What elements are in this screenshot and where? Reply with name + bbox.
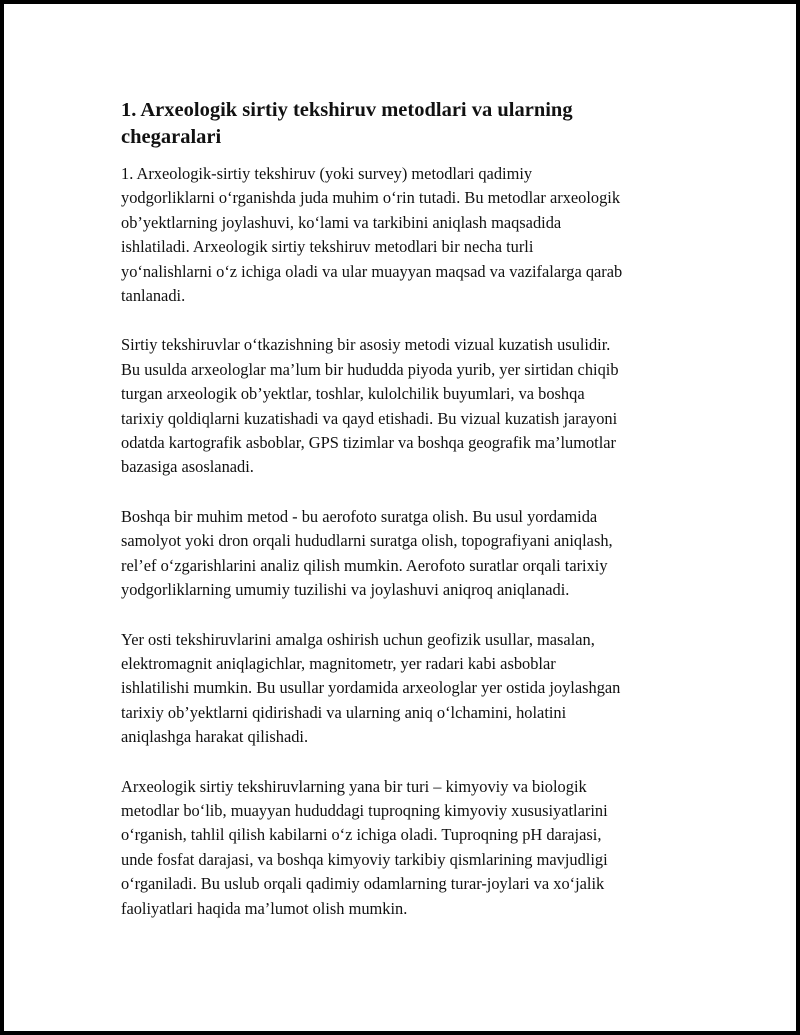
paragraph-line: bazasiga asoslanadi.	[121, 457, 254, 477]
paragraph-line: Yer osti tekshiruvlarini amalga oshirish uchun geofizik usullar, masalan,	[121, 629, 595, 649]
paragraph-line: tanlanadi.	[121, 286, 186, 306]
paragraph-line: o‘rganiladi. Bu uslub orqali qadimiy odamlarning turar-joylari va xo‘jalik	[121, 874, 605, 894]
paragraph-line: yodgorliklarning umumiy tuzilishi va joylashuvi aniqroq aniqlanadi.	[121, 580, 570, 600]
paragraph-list	[121, 162, 696, 921]
paragraph-line: samolyot yoki dron orqali hududlarni suratga olish, topografiyani aniqlash,	[121, 531, 613, 551]
paragraph-line: 1. Arxeologik-sirtiy tekshiruv (yoki survey) metodlari qadimiy	[121, 164, 533, 183]
paragraph	[121, 775, 696, 921]
paragraph-line: tarixiy ob’yektlarni qidirishadi va ularning aniq o‘lchamini, holatini	[121, 702, 567, 722]
page-title	[121, 97, 696, 151]
paragraph-line: unde fosfat darajasi, va boshqa kimyoviy tarkibiy qismlarining mavjudligi	[121, 849, 608, 869]
paragraph-line: odatda kartografik asboblar, GPS tizimlar va boshqa geografik ma’lumotlar	[121, 433, 617, 453]
paragraph	[121, 162, 696, 308]
paragraph-line: Boshqa bir muhim metod - bu aerofoto suratga olish. Bu usul yordamida	[121, 506, 598, 526]
paragraph-line: Bu usulda arxeologlar ma’lum bir hududda piyoda yurib, yer sirtidan chiqib	[121, 359, 619, 379]
paragraph-line: faoliyatlari haqida ma’lumot olish mumkin.	[121, 898, 408, 918]
paragraph-line: ob’yektlarning joylashuvi, ko‘lami va tarkibini aniqlash maqsadida	[121, 212, 562, 232]
document-body	[121, 97, 696, 946]
paragraph-line: rel’ef o‘zgarishlarini analiz qilish mumkin. Aerofoto suratlar orqali tarixiy	[121, 555, 608, 575]
paragraph-line: aniqlashga harakat qilishadi.	[121, 727, 309, 747]
paragraph-line: Arxeologik sirtiy tekshiruvlarning yana bir turi – kimyoviy va biologik	[121, 776, 587, 796]
paragraph	[121, 505, 696, 603]
paragraph-line: tarixiy qoldiqlarni kuzatishadi va qayd etishadi. Bu vizual kuzatish jarayoni	[121, 408, 618, 428]
paragraph-line: ishlatiladi. Arxeologik sirtiy tekshiruv metodlari bir necha turli	[121, 237, 534, 257]
paragraph-line: ishlatilishi mumkin. Bu usullar yordamida arxeologlar yer ostida joylashgan	[121, 678, 621, 698]
paragraph-line: Sirtiy tekshiruvlar o‘tkazishning bir asosiy metodi vizual kuzatish usulidir.	[121, 335, 611, 355]
title-line: chegaralari	[121, 126, 222, 148]
paragraph-line: turgan arxeologik ob’yektlar, toshlar, kulolchilik buyumlari, va boshqa	[121, 384, 585, 404]
paragraph	[121, 333, 696, 479]
paragraph-line: yodgorliklarni o‘rganishda juda muhim o‘rin tutadi. Bu metodlar arxeologik	[121, 188, 621, 208]
paragraph-line: elektromagnit aniqlagichlar, magnitometr, yer radari kabi asboblar	[121, 653, 556, 673]
title-line: 1. Arxeologik sirtiy tekshiruv metodlari va ularning	[121, 99, 573, 121]
paragraph-line: yo‘nalishlarni o‘z ichiga oladi va ular muayyan maqsad va vazifalarga qarab	[121, 261, 623, 281]
paragraph-line: metodlar bo‘lib, muayyan hududdagi tuproqning kimyoviy xususiyatlarini	[121, 800, 608, 820]
paragraph-line: o‘rganish, tahlil qilish kabilarni o‘z ichiga oladi. Tuproqning pH darajasi,	[121, 825, 602, 845]
paragraph	[121, 628, 696, 750]
